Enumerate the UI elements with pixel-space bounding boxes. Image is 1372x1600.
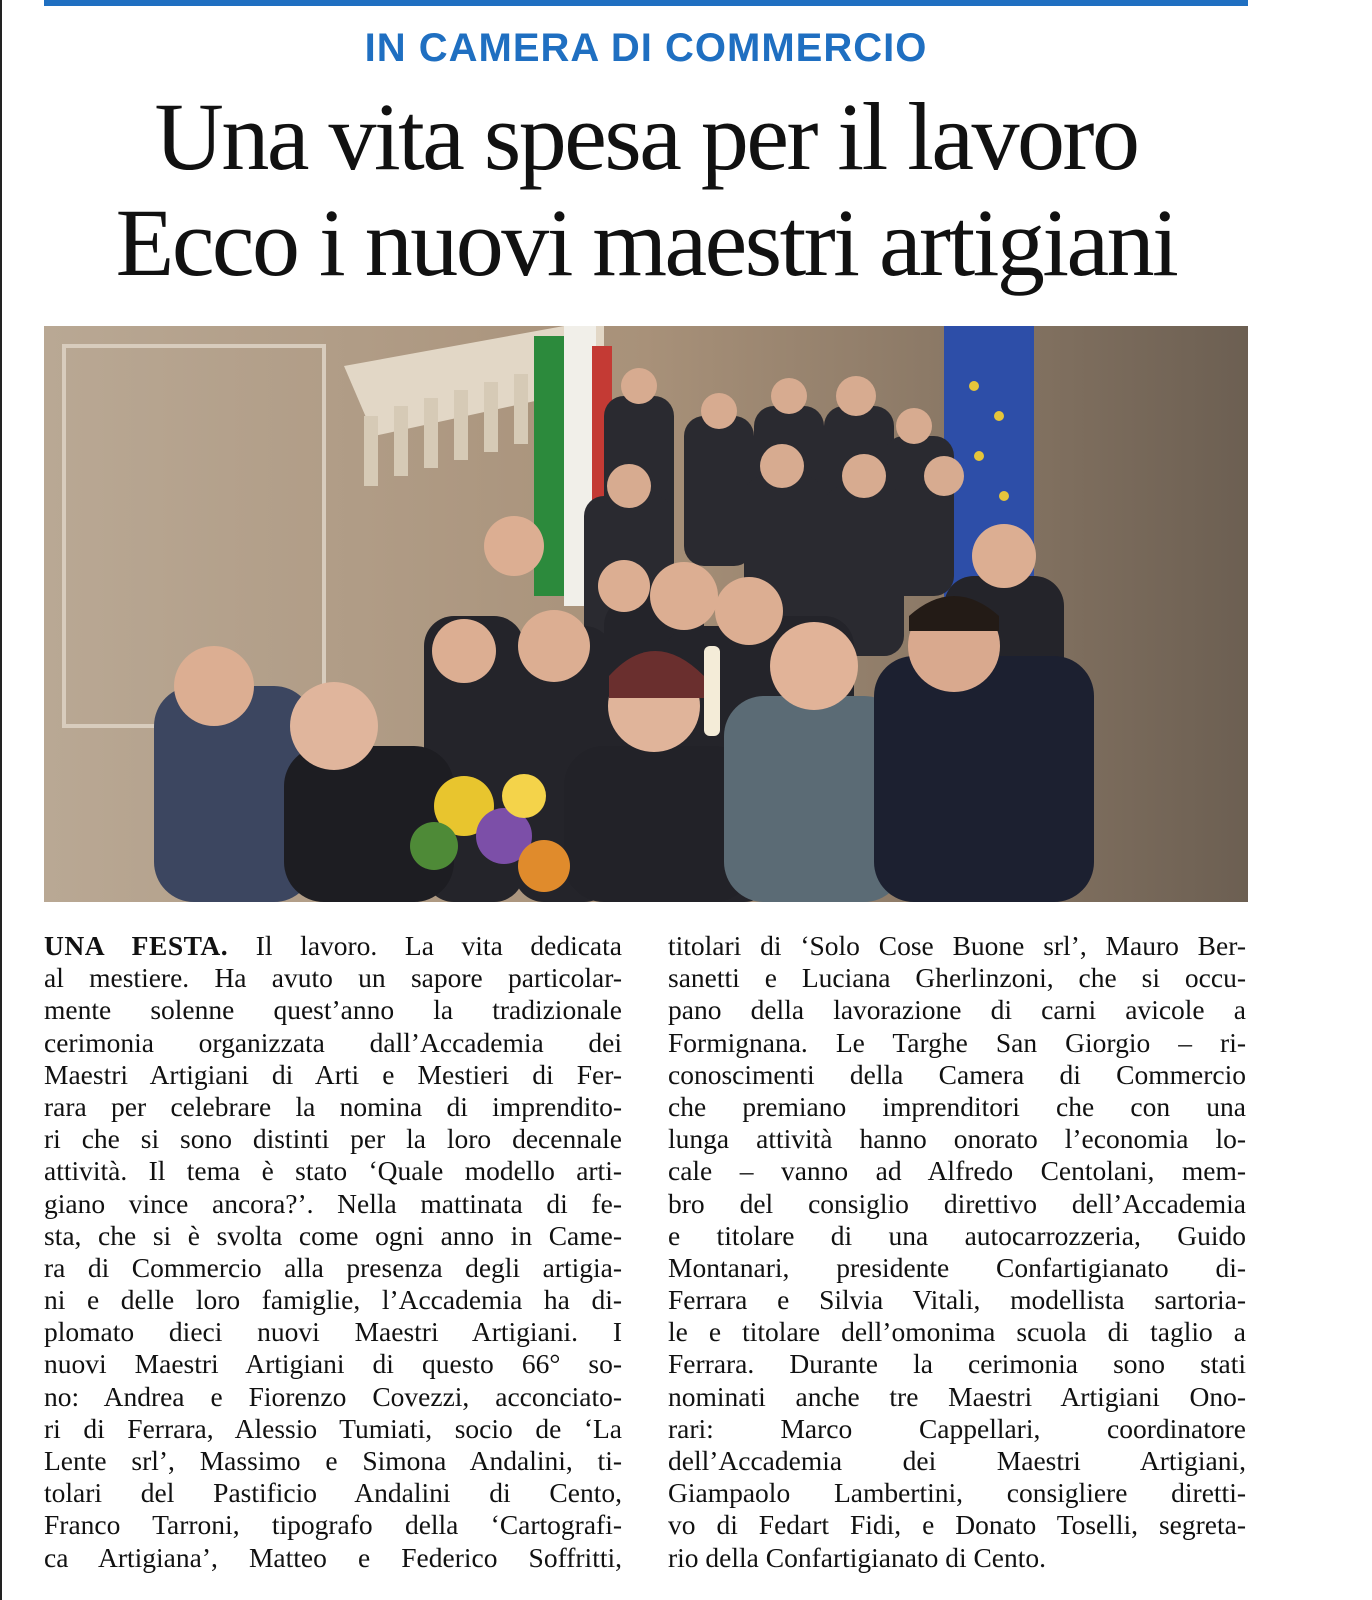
group-photo-illustration <box>44 326 1248 902</box>
article-line: ca Artigiana’, Matteo e Federico Soffritti, <box>44 1541 622 1573</box>
article-line: Lente srl’, Massimo e Simona Andalini, ti- <box>44 1445 622 1476</box>
article-line: sta, che si è svolta come ogni anno in Came- <box>44 1219 622 1251</box>
article-column-1 <box>44 930 622 1574</box>
article-line: pano della lavorazione di carni avicole a <box>668 994 1246 1026</box>
article-line <box>44 930 622 962</box>
article-line: lunga attività hanno onorato l’economia lo- <box>668 1123 1246 1155</box>
article-line: Montanari, presidente Confartigianato di- <box>668 1251 1246 1283</box>
article-line: ri che si sono distinti per la loro decennale <box>44 1123 622 1155</box>
headline-line-2: Ecco i nuovi maestri artigiani <box>115 189 1177 296</box>
page-edge-rule <box>0 0 2 1600</box>
article-line: rari: Marco Cappellari, coordinatore <box>668 1412 1246 1444</box>
article-line: nominati anche tre Maestri Artigiani Ono- <box>668 1380 1246 1412</box>
article-line: che premiano imprenditori che con una <box>668 1090 1246 1122</box>
article-line: cale – vanno ad Alfredo Centolani, mem- <box>668 1155 1246 1187</box>
headline-line-1: Una vita spesa per il lavoro <box>154 83 1138 190</box>
article-line: al mestiere. Ha avuto un sapore particolar- <box>44 962 622 994</box>
article-line: nuovi Maestri Artigiani di questo 66° so- <box>44 1348 622 1380</box>
article-line: Maestri Artigiani di Arti e Mestieri di Fer- <box>44 1058 622 1090</box>
article-line: dell’Accademia dei Maestri Artigiani, <box>668 1445 1246 1476</box>
article-line: le e titolare dell’omonima scuola di taglio a <box>668 1316 1246 1348</box>
article-line: ni e delle loro famiglie, l’Accademia ha di- <box>44 1284 622 1316</box>
article-line: sanetti e Luciana Gherlinzoni, che si occu- <box>668 962 1246 994</box>
article-line: Ferrara e Silvia Vitali, modellista sartoria- <box>668 1284 1246 1316</box>
section-kicker: IN CAMERA DI COMMERCIO <box>364 26 928 70</box>
article-line: bro del consiglio direttivo dell’Accademia <box>668 1187 1246 1219</box>
article-line: rio della Confartigianato di Cento. <box>668 1541 1047 1573</box>
article-line: tolari del Pastificio Andalini di Cento, <box>44 1477 622 1509</box>
article-line: e titolare di una autocarrozzeria, Guido <box>668 1219 1246 1251</box>
article-line: conoscimenti della Camera di Commercio <box>668 1058 1246 1090</box>
article-line: giano vince ancora?’. Nella mattinata di fe- <box>44 1187 622 1219</box>
article-line: ra di Commercio alla presenza degli artigia- <box>44 1251 622 1283</box>
article-line: rara per celebrare la nomina di imprendito- <box>44 1090 622 1122</box>
section-top-rule <box>44 0 1248 6</box>
article-line: titolari di ‘Solo Cose Buone srl’, Mauro Ber- <box>668 930 1246 961</box>
article-line: cerimonia organizzata dall’Accademia dei <box>44 1026 622 1058</box>
article-line: Formignana. Le Targhe San Giorgio – ri- <box>668 1026 1246 1058</box>
headline <box>44 84 1248 296</box>
article-line: mente solenne quest’anno la tradizionale <box>44 994 622 1026</box>
article-line: Giampaolo Lambertini, consigliere diretti- <box>668 1477 1246 1509</box>
article-lead: UNA FESTA. <box>44 930 229 961</box>
article-first-line-rest: Il lavoro. La vita dedicata <box>228 930 622 961</box>
article-line: vo di Fedart Fidi, e Donato Toselli, segreta- <box>668 1509 1246 1541</box>
article-line: plomato dieci nuovi Maestri Artigiani. I <box>44 1316 622 1348</box>
article-line: no: Andrea e Fiorenzo Covezzi, acconciato- <box>44 1380 622 1412</box>
article-line: attività. Il tema è stato ‘Quale modello arti- <box>44 1155 622 1187</box>
article-line: Ferrara. Durante la cerimonia sono stati <box>668 1348 1246 1380</box>
article-line: ri di Ferrara, Alessio Tumiati, socio de ‘La <box>44 1412 622 1444</box>
group-photo <box>44 326 1248 902</box>
article-column-2 <box>668 930 1246 1574</box>
article-line: Franco Tarroni, tipografo della ‘Cartografi- <box>44 1509 622 1541</box>
